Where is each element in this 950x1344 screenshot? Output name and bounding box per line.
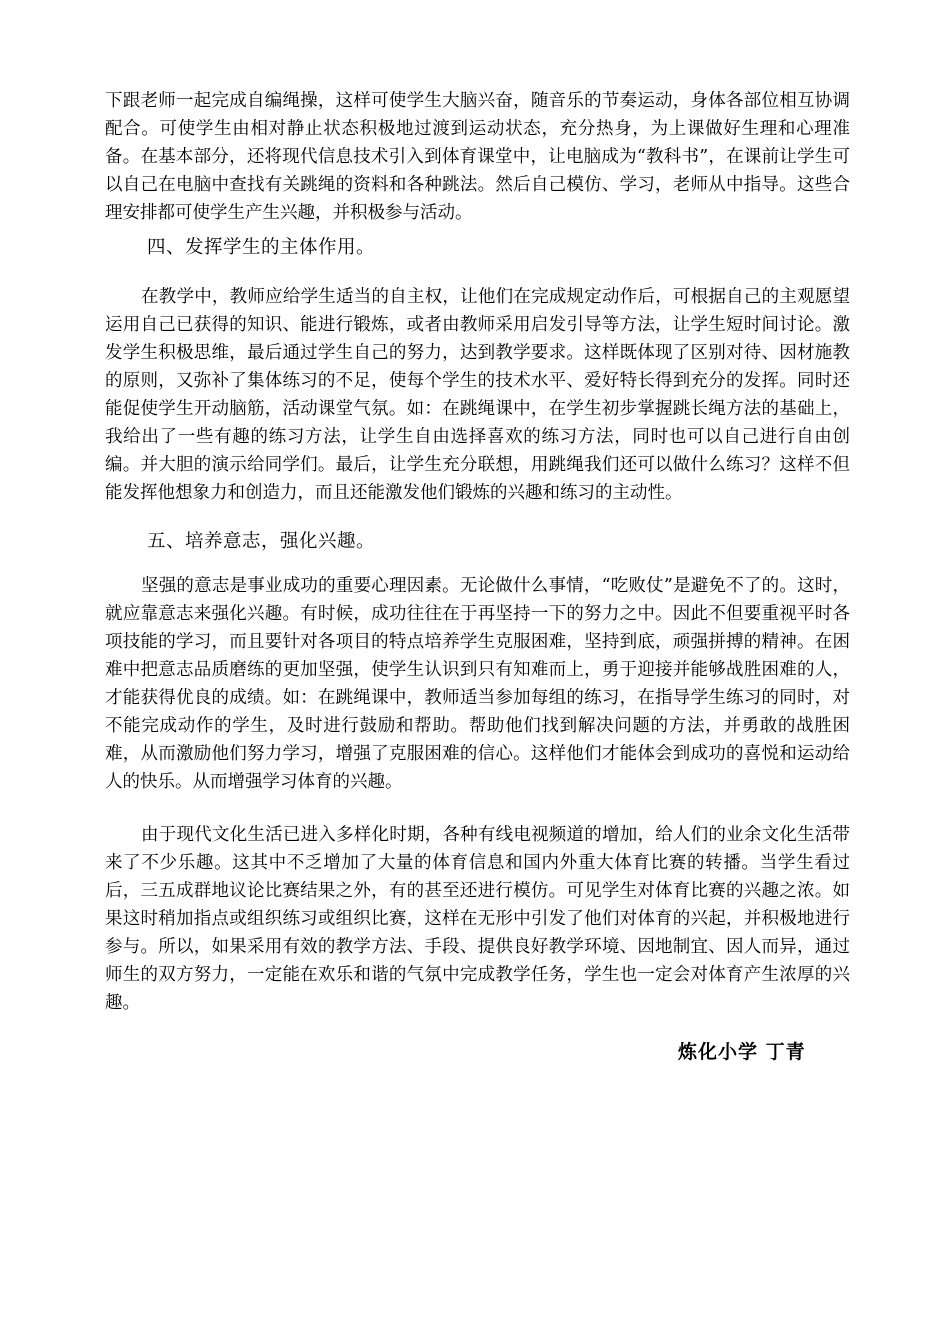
author-signature: 炼化小学 丁青 [678, 1041, 806, 1063]
paragraph-section-4: 在教学中，教师应给学生适当的自主权，让他们在完成规定动作后，可根据自己的主观愿望运用自己已获得的知识、能进行锻炼，或者由教师采用启发引导等方法，让学生短时间讨论。激发学生积极思维，最后通过学生自己的努力，达到教学要求。这样既体现了区别对待、因材施教的原则，又弥补了集体练习的不足，使每个学生的技术水平、爱好特长得到充分的发挥。同时还能促使学生开动脑筋，活动课堂气氛。如：在跳绳课中，在学生初步掌握跳长绳方法的基础上，我给出了一些有趣的练习方法，让学生自由选择喜欢的练习方法，同时也可以自己进行自由创编。并大胆的演示给同学们。最后，让学生充分联想，用跳绳我们还可以做什么练习？这样不但能发挥他想象力和创造力，而且还能激发他们锻炼的兴趣和练习的主动性。 [105, 287, 850, 503]
paragraph-continuation: 下跟老师一起完成自编绳操，这样可使学生大脑兴奋，随音乐的节奏运动，身体各部位相互协调配合。可使学生由相对静止状态积极地过渡到运动状态，充分热身，为上课做好生理和心理准备。在基本部分，还将现代信息技术引入到体育课堂中，让电脑成为“教科书”，在课前让学生可以自己在电脑中查找有关跳绳的资料和各种跳法。然后自己模仿、学习，老师从中指导。这些合理安排都可使学生产生兴趣，并积极参与活动。 [105, 91, 850, 223]
section-heading-4: 四、发挥学生的主体作用。 [147, 237, 376, 258]
section-heading-5: 五、培养意志，强化兴趣。 [147, 531, 376, 552]
paragraph-section-5-a: 坚强的意志是事业成功的重要心理因素。无论做什么事情，“吃败仗”是避免不了的。这时，就应靠意志来强化兴趣。有时候，成功往往在于再坚持一下的努力之中。因此不但要重视平时各项技能的学习，而且要针对各项目的特点培养学生克服困难，坚持到底，顽强拼搏的精神。在困难中把意志品质磨练的更加坚强，使学生认识到只有知难而上，勇于迎接并能够战胜困难的人，才能获得优良的成绩。如：在跳绳课中，教师适当参加每组的练习，在指导学生练习的同时，对不能完成动作的学生，及时进行鼓励和帮助。帮助他们找到解决问题的方法，并勇敢的战胜困难，从而激励他们努力学习，增强了克服困难的信心。这样他们才能体会到成功的喜悦和运动给人的快乐。从而增强学习体育的兴趣。 [105, 576, 850, 792]
paragraph-section-5-b: 由于现代文化生活已进入多样化时期，各种有线电视频道的增加，给人们的业余文化生活带来了不少乐趣。这其中不乏增加了大量的体育信息和国内外重大体育比赛的转播。当学生看过后，三五成群地议论比赛结果之外，有的甚至还进行模仿。可见学生对体育比赛的兴趣之浓。如果这时稍加指点或组织练习或组织比赛，这样在无形中引发了他们对体育的兴起，并积极地进行参与。所以，如果采用有效的教学方法、手段、提供良好教学环境、因地制宜、因人而异，通过师生的双方努力，一定能在欢乐和谐的气氛中完成教学任务，学生也一定会对体育产生浓厚的兴趣。 [105, 825, 850, 1013]
